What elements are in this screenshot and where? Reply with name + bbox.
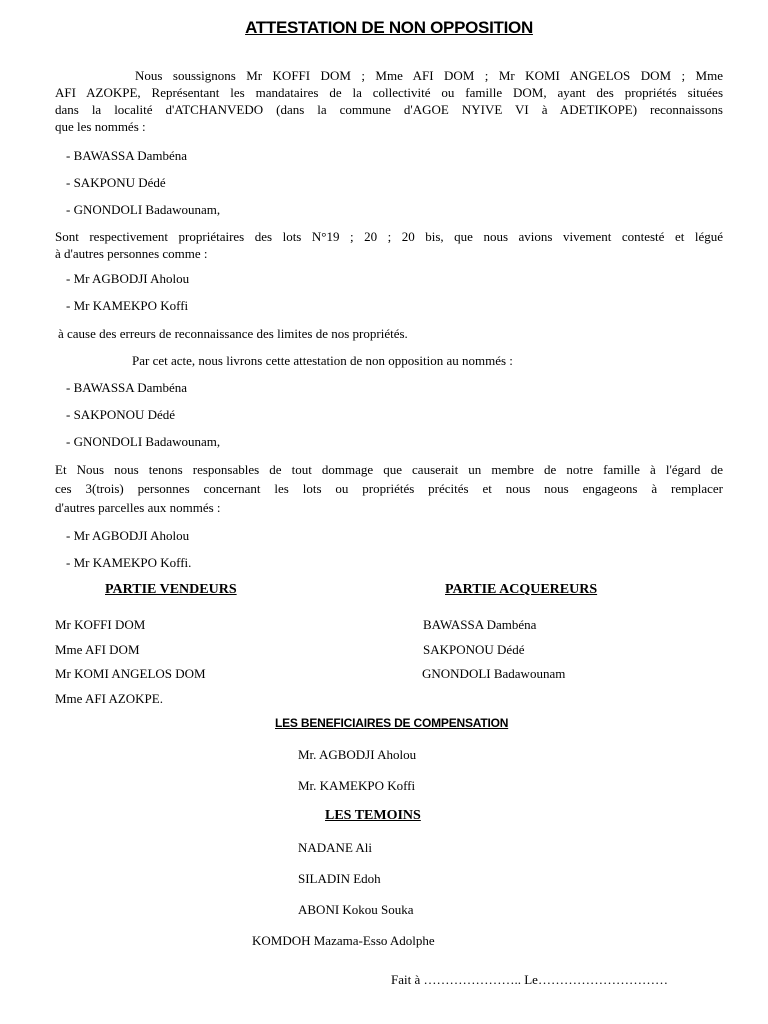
buyers-heading: PARTIE ACQUEREURS (445, 582, 598, 597)
named-list-item: - GNONDOLI Badawounam, (66, 434, 221, 449)
buyer-name: GNONDOLI Badawounam (422, 666, 566, 681)
responsibility-line: d'autres parcelles aux nommés : (55, 500, 221, 515)
act-line: Par cet acte, nous livrons cette attestation de non opposition au nommés : (132, 353, 513, 368)
intro-paragraph (55, 67, 723, 135)
named-list-item: - GNONDOLI Badawounam, (66, 202, 221, 217)
others-list-item: - Mr KAMEKPO Koffi. (66, 555, 192, 570)
buyer-name: BAWASSA Dambéna (423, 617, 537, 632)
owners-paragraph (55, 228, 723, 262)
place-date-line: Fait à ………………….. Le………………………… (391, 972, 668, 987)
document-title: ATTESTATION DE NON OPPOSITION (245, 18, 533, 37)
beneficiary-name: Mr. AGBODJI Aholou (298, 747, 417, 762)
witness-name: KOMDOH Mazama-Esso Adolphe (252, 933, 435, 948)
seller-name: Mme AFI DOM (55, 642, 140, 657)
responsibility-line: Et Nous nous tenons responsables de tout dommage que causerait un membre de notre famille à l'égard de (55, 462, 723, 477)
witness-name: ABONI Kokou Souka (298, 902, 414, 917)
others-list-item: - Mr KAMEKPO Koffi (66, 298, 189, 313)
witness-name: NADANE Ali (298, 840, 373, 855)
intro-line: AFI AZOKPE, Représentant les mandataires de la collectivité ou famille DOM, ayant des propriétés situées (55, 85, 723, 100)
responsibility-paragraph (55, 460, 723, 517)
owners-line: Sont respectivement propriétaires des lots N°19 ; 20 ; 20 bis, que nous avions vivement contesté et légué (55, 229, 723, 244)
beneficiaries-heading: LES BENEFICIAIRES DE COMPENSATION (275, 716, 509, 730)
seller-name: Mr KOFFI DOM (55, 617, 146, 632)
responsibility-line: ces 3(trois) personnes concernant les lots ou propriétés précités et nous nous engageons à remplacer (55, 481, 723, 496)
named-list-item: - SAKPONOU Dédé (66, 407, 176, 422)
intro-line: que les nommés : (55, 119, 146, 134)
beneficiary-name: Mr. KAMEKPO Koffi (298, 778, 416, 793)
seller-name: Mr KOMI ANGELOS DOM (55, 666, 206, 681)
others-list-item: - Mr AGBODJI Aholou (66, 271, 190, 286)
others-list-item: - Mr AGBODJI Aholou (66, 528, 190, 543)
witness-name: SILADIN Edoh (298, 871, 381, 886)
named-list-item: - BAWASSA Dambéna (66, 380, 188, 395)
document-page (55, 0, 723, 1024)
witnesses-heading: LES TEMOINS (325, 808, 421, 823)
seller-name: Mme AFI AZOKPE. (55, 691, 163, 706)
cause-line: à cause des erreurs de reconnaissance des limites de nos propriétés. (58, 326, 408, 341)
intro-line: Nous soussignons Mr KOFFI DOM ; Mme AFI DOM ; Mr KOMI ANGELOS DOM ; Mme (135, 68, 723, 83)
named-list-item: - BAWASSA Dambéna (66, 148, 188, 163)
owners-line: à d'autres personnes comme : (55, 246, 208, 261)
intro-line: dans la localité d'ATCHANVEDO (dans la commune d'AGOE NYIVE VI à ADETIKOPE) reconnaissons (55, 102, 723, 117)
named-list-item: - SAKPONU Dédé (66, 175, 166, 190)
buyer-name: SAKPONOU Dédé (423, 642, 525, 657)
sellers-heading: PARTIE VENDEURS (105, 582, 237, 597)
